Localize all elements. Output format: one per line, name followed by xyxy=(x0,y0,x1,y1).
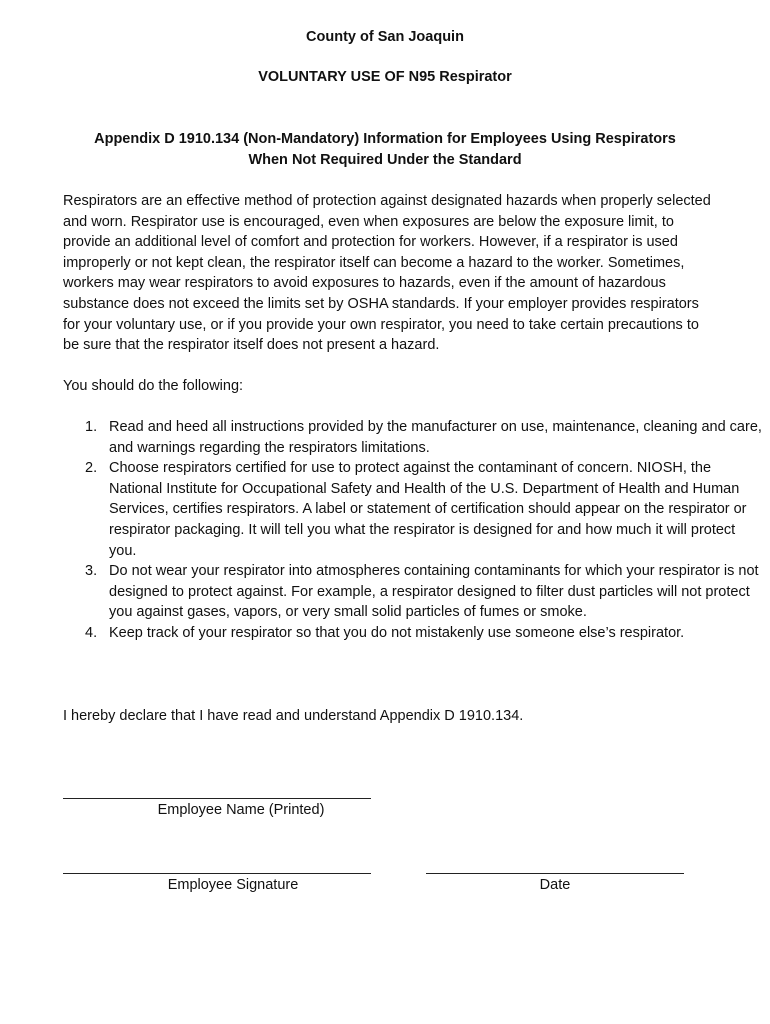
county-heading: County of San Joaquin xyxy=(306,29,464,45)
list-item: Do not wear your respirator into atmospheres containing contaminants for which your respirator is not designed to protect against. For example, a respirator designed to filter dust particles will not protect you against gases, vapors, or very small solid particles of fumes or smoke. xyxy=(109,563,759,621)
intro-paragraph: Respirators are an effective method of protection against designated hazards when properly selected and worn. Respirator use is encouraged, even when exposures are below the exposure limit, to provide an additional level of comfort and protection for workers. However, if a respirator is used improperly or not kept clean, the respirator itself can become a hazard to the worker. Sometimes, workers may wear respirators to avoid exposures to hazards, even if the amount of hazardous substance does not exceed the limits set by OSHA standards. If your employer provides respirators for your voluntary use, or if you provide your own respirator, you need to take certain precautions to be sure that the respirator itself does not present a hazard. xyxy=(63,193,711,354)
employee-signature-label: Employee Signature xyxy=(167,877,299,893)
declaration-text: I hereby declare that I have read and understand Appendix D 1910.134. xyxy=(63,708,524,724)
form-title: VOLUNTARY USE OF N95 Respirator xyxy=(258,69,512,85)
lead-in-text: You should do the following: xyxy=(63,378,244,394)
employee-signature-line[interactable] xyxy=(63,873,371,874)
employee-name-line[interactable] xyxy=(63,798,371,799)
employee-name-label: Employee Name (Printed) xyxy=(157,802,325,818)
appendix-heading-line-2: When Not Required Under the Standard xyxy=(248,152,522,168)
date-line[interactable] xyxy=(426,873,684,874)
appendix-heading xyxy=(40,129,730,171)
list-item: Choose respirators certified for use to protect against the contaminant of concern. NIOSH, the National Institute for Occupational Safety and Health of the U.S. Department of Health and Human Services, certifies respirators. A label or statement of certification should appear on the respirator or respirator packaging. It will tell you what the respirator is designed for and how much it will protect you. xyxy=(109,460,747,559)
appendix-heading-line-1: Appendix D 1910.134 (Non-Mandatory) Information for Employees Using Respirators xyxy=(94,131,676,147)
instruction-list xyxy=(63,417,764,644)
list-item: Read and heed all instructions provided by the manufacturer on use, maintenance, cleaning and care, and warnings regarding the respirators limitations. xyxy=(109,419,762,456)
list-item: Keep track of your respirator so that you do not mistakenly use someone else’s respirator. xyxy=(109,624,685,641)
date-label: Date xyxy=(539,877,571,893)
